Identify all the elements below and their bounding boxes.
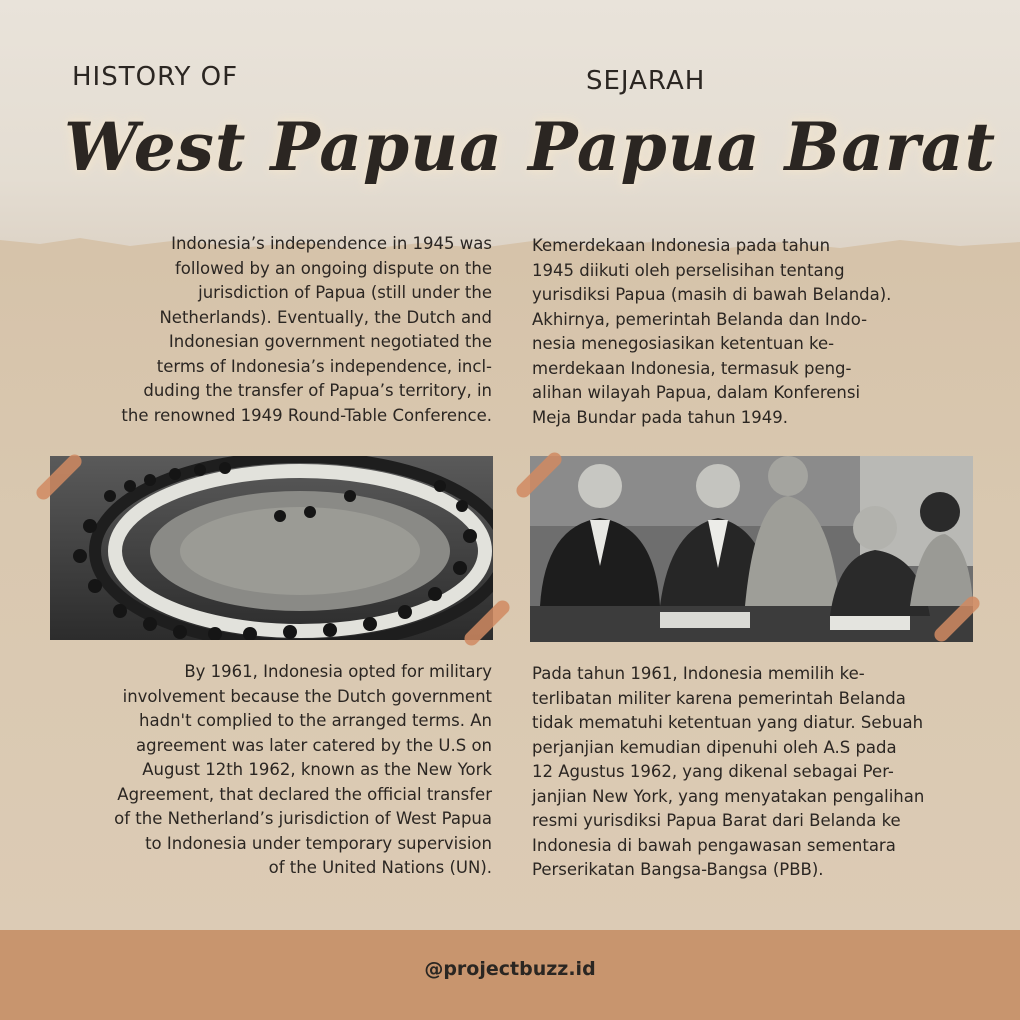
text-line: the renowned 1949 Round-Table Conference. bbox=[121, 405, 492, 425]
text-line: perjanjian kemudian dipenuhi oleh A.S pada bbox=[532, 737, 897, 757]
left-big-title: West Papua bbox=[64, 108, 503, 186]
text-line: duding the transfer of Papua’s territory, in bbox=[143, 381, 492, 400]
new-york-agreement-signing-photo bbox=[530, 456, 973, 642]
text-line: Netherlands). Eventually, the Dutch and bbox=[159, 307, 492, 327]
text-line: of the Netherland’s jurisdiction of West Papua bbox=[114, 809, 492, 828]
round-table-conference-photo bbox=[50, 456, 493, 640]
text-line: Perserikatan Bangsa-Bangsa (PBB). bbox=[532, 860, 824, 879]
text-line: Pada tahun 1961, Indonesia memilih ke- bbox=[532, 664, 865, 683]
text-line: 12 Agustus 1962, yang dikenal sebagai Per- bbox=[532, 762, 894, 781]
text-line: Agreement, that declared the official transfer bbox=[117, 784, 492, 804]
left-small-heading: HISTORY OF bbox=[72, 62, 239, 92]
text-line: Kemerdekaan Indonesia pada tahun bbox=[532, 236, 831, 255]
text-line: Indonesia di bawah pengawasan sementara bbox=[532, 835, 896, 855]
text-line: alihan wilayah Papua, dalam Konferensi bbox=[532, 383, 861, 402]
text-line: jurisdiction of Papua (still under the bbox=[198, 283, 492, 302]
text-line: Akhirnya, pemerintah Belanda dan Indo- bbox=[532, 309, 868, 329]
right-paragraph-2 bbox=[532, 662, 1012, 883]
left-paragraph-2 bbox=[14, 660, 492, 881]
text-line: janjian New York, yang menyatakan pengalihan bbox=[532, 786, 925, 806]
right-small-heading: SEJARAH bbox=[586, 66, 706, 96]
text-line: By 1961, Indonesia opted for military bbox=[184, 662, 492, 681]
text-line: of the United Nations (UN). bbox=[268, 858, 492, 877]
text-line: Meja Bundar pada tahun 1949. bbox=[532, 407, 789, 427]
text-line: Indonesia’s independence in 1945 was bbox=[171, 234, 492, 253]
text-line: terms of Indonesia’s independence, incl- bbox=[156, 356, 492, 376]
text-line: merdekaan Indonesia, termasuk peng- bbox=[532, 358, 852, 378]
text-line: Indonesian government negotiated the bbox=[168, 332, 492, 351]
left-paragraph-1 bbox=[20, 232, 492, 428]
text-line: followed by an ongoing dispute on the bbox=[174, 258, 492, 278]
text-line: nesia menegosiasikan ketentuan ke- bbox=[532, 334, 835, 353]
text-line: tidak mematuhi ketentuan yang diatur. Sebuah bbox=[532, 713, 924, 732]
text-line: terlibatan militer karena pemerintah Belanda bbox=[532, 688, 906, 708]
text-line: August 12th 1962, known as the New York bbox=[142, 760, 492, 779]
right-big-title: Papua Barat bbox=[528, 108, 997, 186]
text-line: agreement was later catered by the U.S on bbox=[136, 735, 492, 755]
right-paragraph-1 bbox=[532, 234, 1002, 430]
text-line: resmi yurisdiksi Papua Barat dari Belanda ke bbox=[532, 811, 901, 830]
text-line: to Indonesia under temporary supervision bbox=[145, 833, 492, 853]
text-line: involvement because the Dutch government bbox=[122, 686, 492, 706]
social-handle[interactable]: @projectbuzz.id bbox=[424, 958, 596, 980]
text-line: hadn't complied to the arranged terms. An bbox=[139, 711, 492, 730]
text-line: 1945 diikuti oleh perselisihan tentang bbox=[532, 260, 845, 280]
text-line: yurisdiksi Papua (masih di bawah Belanda). bbox=[532, 285, 892, 304]
